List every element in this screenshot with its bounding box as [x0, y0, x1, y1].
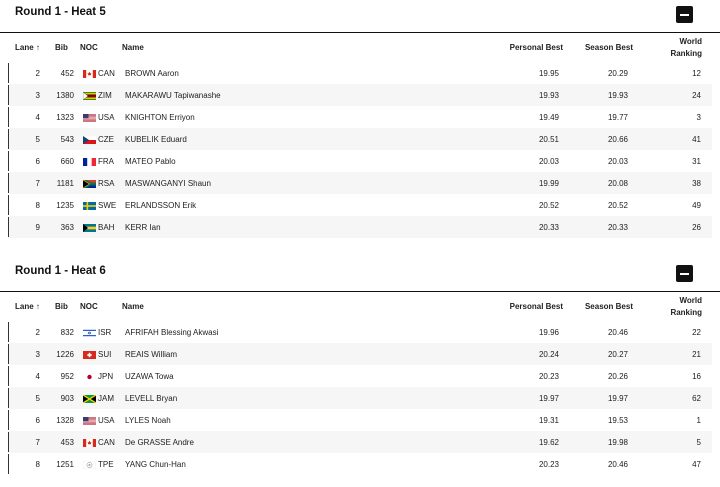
- table-row[interactable]: [8, 387, 712, 409]
- athlete-name[interactable]: ERLANDSSON Erik: [125, 201, 197, 210]
- lane-cell: 2: [35, 328, 40, 337]
- season-best-cell: 20.33: [607, 223, 628, 232]
- personal-best-cell: 19.96: [538, 328, 559, 337]
- column-header-name[interactable]: Name: [122, 43, 144, 52]
- athlete-name[interactable]: LYLES Noah: [125, 416, 171, 425]
- noc-cell: JPN: [98, 372, 114, 381]
- season-best-cell: 20.29: [607, 69, 628, 78]
- bib-cell: 903: [60, 394, 74, 403]
- personal-best-cell: 20.33: [538, 223, 559, 232]
- personal-best-cell: 19.93: [538, 91, 559, 100]
- isr-flag-icon: [83, 329, 96, 337]
- athlete-name[interactable]: KERR Ian: [125, 223, 161, 232]
- table-row[interactable]: [8, 172, 712, 194]
- noc-cell: CZE: [98, 135, 114, 144]
- season-best-cell: 19.77: [607, 113, 628, 122]
- season-best-cell: 19.97: [607, 394, 628, 403]
- table-row[interactable]: [8, 431, 712, 453]
- sui-flag-icon: [83, 351, 96, 359]
- table-row[interactable]: [8, 409, 712, 431]
- personal-best-cell: 20.23: [538, 460, 559, 469]
- personal-best-cell: 20.03: [538, 157, 559, 166]
- bib-cell: 660: [60, 157, 74, 166]
- bib-cell: 453: [60, 438, 74, 447]
- table-row[interactable]: [8, 106, 712, 128]
- lane-cell: 8: [35, 460, 40, 469]
- athlete-name[interactable]: AFRIFAH Blessing Akwasi: [125, 328, 219, 337]
- column-header-noc[interactable]: NOC: [80, 302, 98, 311]
- world-ranking-cell: 22: [692, 328, 701, 337]
- table-row[interactable]: [8, 343, 712, 365]
- lane-cell: 7: [35, 438, 40, 447]
- jam-flag-icon: [83, 395, 96, 403]
- athlete-name[interactable]: De GRASSE Andre: [125, 438, 194, 447]
- world-ranking-cell: 47: [692, 460, 701, 469]
- usa-flag-icon: [83, 114, 96, 122]
- bib-cell: 1328: [56, 416, 74, 425]
- bib-cell: 1226: [56, 350, 74, 359]
- results-table: [0, 62, 720, 238]
- athlete-name[interactable]: YANG Chun-Han: [125, 460, 186, 469]
- world-ranking-cell: 31: [692, 157, 701, 166]
- noc-cell: CAN: [98, 438, 115, 447]
- noc-cell: JAM: [98, 394, 114, 403]
- lane-cell: 6: [35, 416, 40, 425]
- table-row[interactable]: [8, 128, 712, 150]
- column-header-season-best[interactable]: Season Best: [584, 43, 633, 52]
- lane-cell: 6: [35, 157, 40, 166]
- can-flag-icon: [83, 439, 96, 447]
- season-best-cell: 19.93: [607, 91, 628, 100]
- collapse-button[interactable]: [676, 265, 693, 282]
- noc-cell: BAH: [98, 223, 115, 232]
- table-row[interactable]: [8, 84, 712, 106]
- bib-cell: 363: [60, 223, 74, 232]
- bib-cell: 1323: [56, 113, 74, 122]
- athlete-name[interactable]: KNIGHTON Erriyon: [125, 113, 195, 122]
- column-header-world-ranking[interactable]: World Ranking: [670, 296, 702, 317]
- world-ranking-cell: 16: [692, 372, 701, 381]
- lane-cell: 5: [35, 394, 40, 403]
- rsa-flag-icon: [83, 180, 96, 188]
- noc-cell: RSA: [98, 179, 115, 188]
- table-row[interactable]: [8, 62, 712, 84]
- swe-flag-icon: [83, 202, 96, 210]
- bib-cell: 1181: [56, 179, 74, 188]
- personal-best-cell: 20.52: [538, 201, 559, 210]
- column-header-lane[interactable]: Lane ↑: [15, 302, 40, 311]
- table-header: [0, 292, 720, 321]
- column-header-name[interactable]: Name: [122, 302, 144, 311]
- heat-header: [0, 0, 720, 33]
- world-ranking-cell: 3: [696, 113, 701, 122]
- personal-best-cell: 19.49: [538, 113, 559, 122]
- jpn-flag-icon: [83, 373, 96, 381]
- athlete-name[interactable]: UZAWA Towa: [125, 372, 174, 381]
- column-header-bib[interactable]: Bib: [55, 43, 68, 52]
- lane-cell: 5: [35, 135, 40, 144]
- world-ranking-cell: 5: [696, 438, 701, 447]
- column-header-world-ranking[interactable]: World Ranking: [670, 37, 702, 58]
- personal-best-cell: 19.95: [538, 69, 559, 78]
- world-ranking-cell: 24: [692, 91, 701, 100]
- lane-cell: 4: [35, 372, 40, 381]
- season-best-cell: 20.03: [607, 157, 628, 166]
- bib-cell: 543: [60, 135, 74, 144]
- lane-cell: 2: [35, 69, 40, 78]
- personal-best-cell: 19.62: [538, 438, 559, 447]
- collapse-button[interactable]: [676, 6, 693, 23]
- bib-cell: 832: [60, 328, 74, 337]
- personal-best-cell: 20.23: [538, 372, 559, 381]
- heat-title: Round 1 - Heat 6: [15, 265, 106, 277]
- can-flag-icon: [83, 70, 96, 78]
- heat-header: [0, 259, 720, 292]
- heat-title: Round 1 - Heat 5: [15, 6, 106, 18]
- lane-cell: 3: [35, 350, 40, 359]
- noc-cell: FRA: [98, 157, 114, 166]
- noc-cell: ZIM: [98, 91, 112, 100]
- column-header-personal-best[interactable]: Personal Best: [509, 43, 563, 52]
- personal-best-cell: 19.31: [538, 416, 559, 425]
- lane-cell: 8: [35, 201, 40, 210]
- table-row[interactable]: [8, 365, 712, 387]
- column-header-season-best[interactable]: Season Best: [584, 302, 633, 311]
- personal-best-cell: 19.99: [538, 179, 559, 188]
- noc-cell: USA: [98, 416, 115, 425]
- tpe-flag-icon: [83, 461, 96, 469]
- lane-cell: 3: [35, 91, 40, 100]
- table-row[interactable]: [8, 216, 712, 238]
- athlete-name[interactable]: MAKARAWU Tapiwanashe: [125, 91, 221, 100]
- minus-icon: [680, 14, 689, 16]
- personal-best-cell: 20.24: [538, 350, 559, 359]
- usa-flag-icon: [83, 417, 96, 425]
- noc-cell: CAN: [98, 69, 115, 78]
- lane-cell: 7: [35, 179, 40, 188]
- bib-cell: 1235: [56, 201, 74, 210]
- athlete-name[interactable]: MASWANGANYI Shaun: [125, 179, 211, 188]
- noc-cell: SWE: [98, 201, 117, 210]
- world-ranking-cell: 1: [696, 416, 701, 425]
- athlete-name[interactable]: LEVELL Bryan: [125, 394, 178, 403]
- fra-flag-icon: [83, 158, 96, 166]
- personal-best-cell: 20.51: [538, 135, 559, 144]
- season-best-cell: 20.52: [607, 201, 628, 210]
- season-best-cell: 19.53: [607, 416, 628, 425]
- bib-cell: 1380: [56, 91, 74, 100]
- athlete-name[interactable]: REAIS William: [125, 350, 178, 359]
- world-ranking-cell: 62: [692, 394, 701, 403]
- world-ranking-cell: 12: [692, 69, 701, 78]
- noc-cell: TPE: [98, 460, 114, 469]
- athlete-name[interactable]: BROWN Aaron: [125, 69, 179, 78]
- season-best-cell: 20.46: [607, 460, 628, 469]
- table-row[interactable]: [8, 150, 712, 172]
- noc-cell: SUI: [98, 350, 112, 359]
- lane-cell: 9: [35, 223, 40, 232]
- lane-cell: 4: [35, 113, 40, 122]
- world-ranking-cell: 38: [692, 179, 701, 188]
- world-ranking-cell: 49: [692, 201, 701, 210]
- season-best-cell: 20.08: [607, 179, 628, 188]
- season-best-cell: 20.27: [607, 350, 628, 359]
- column-header-lane[interactable]: Lane ↑: [15, 43, 40, 52]
- personal-best-cell: 19.97: [538, 394, 559, 403]
- cze-flag-icon: [83, 136, 96, 144]
- world-ranking-cell: 26: [692, 223, 701, 232]
- athlete-name[interactable]: KUBELIK Eduard: [125, 135, 187, 144]
- column-header-noc[interactable]: NOC: [80, 43, 98, 52]
- minus-icon: [680, 273, 689, 275]
- bah-flag-icon: [83, 224, 96, 232]
- noc-cell: ISR: [98, 328, 112, 337]
- bib-cell: 452: [60, 69, 74, 78]
- noc-cell: USA: [98, 113, 115, 122]
- table-row[interactable]: [8, 321, 712, 343]
- results-table: [0, 321, 720, 475]
- column-header-personal-best[interactable]: Personal Best: [509, 302, 563, 311]
- table-row[interactable]: [8, 453, 712, 475]
- season-best-cell: 20.46: [607, 328, 628, 337]
- world-ranking-cell: 41: [692, 135, 701, 144]
- bib-cell: 1251: [56, 460, 74, 469]
- zim-flag-icon: [83, 92, 96, 100]
- athlete-name[interactable]: MATEO Pablo: [125, 157, 176, 166]
- bib-cell: 952: [60, 372, 74, 381]
- heat-section-6: [0, 259, 720, 475]
- season-best-cell: 20.26: [607, 372, 628, 381]
- table-row[interactable]: [8, 194, 712, 216]
- season-best-cell: 19.98: [607, 438, 628, 447]
- season-best-cell: 20.66: [607, 135, 628, 144]
- heat-section-5: [0, 0, 720, 238]
- column-header-bib[interactable]: Bib: [55, 302, 68, 311]
- table-header: [0, 33, 720, 62]
- world-ranking-cell: 21: [692, 350, 701, 359]
